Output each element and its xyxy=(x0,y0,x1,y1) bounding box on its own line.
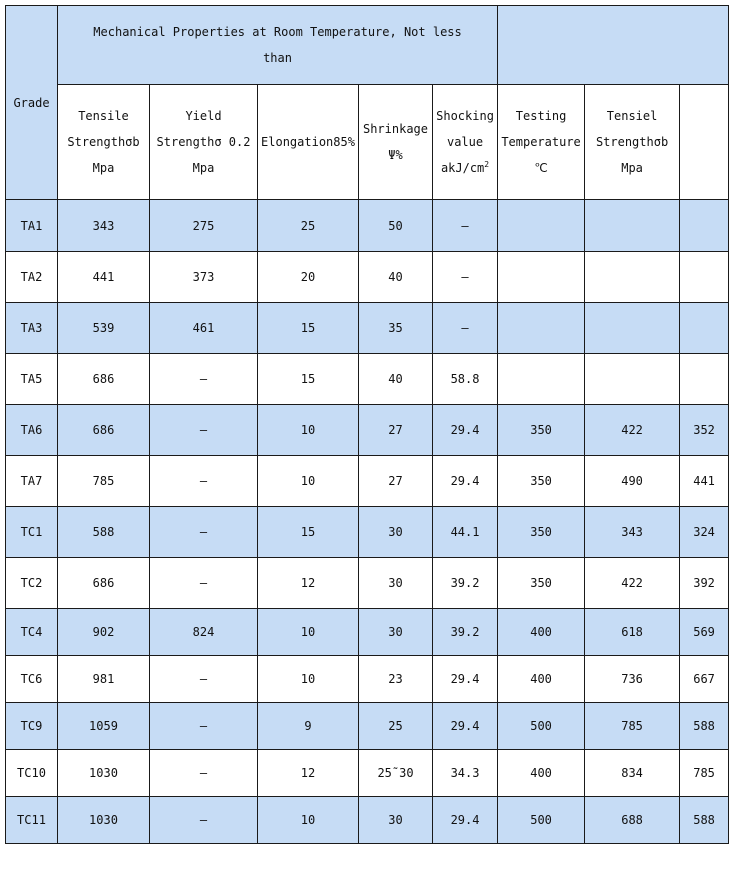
temperature-cell: 350 xyxy=(498,558,585,609)
temperature-cell xyxy=(498,200,585,252)
table-row xyxy=(6,456,729,507)
page xyxy=(5,5,729,844)
shrinkage-header xyxy=(359,85,433,200)
grade-cell: TC6 xyxy=(6,656,58,703)
shrinkage-cell: 35 xyxy=(359,303,433,354)
shock-cell: 29.4 xyxy=(433,656,498,703)
tensile-strength-header xyxy=(58,85,150,200)
tensile-cell: 1059 xyxy=(58,703,150,750)
tensile-strength-hot-header xyxy=(585,85,680,200)
shrinkage-cell: 27 xyxy=(359,456,433,507)
header-line: Ψ% xyxy=(388,148,403,162)
tensile-cell: 588 xyxy=(58,507,150,558)
tensile-hot-cell: 834 xyxy=(585,750,680,797)
shock-cell: 29.4 xyxy=(433,703,498,750)
header-line xyxy=(434,155,496,181)
yield-cell: – xyxy=(150,750,258,797)
header-line: Shocking xyxy=(436,109,494,123)
tensile-hot-cell: 618 xyxy=(585,609,680,656)
temperature-cell: 500 xyxy=(498,703,585,750)
shock-cell: 34.3 xyxy=(433,750,498,797)
elongation-cell: 25 xyxy=(258,200,359,252)
extra-cell: 569 xyxy=(680,609,729,656)
yield-strength-header xyxy=(150,85,258,200)
extra-cell xyxy=(680,252,729,303)
extra-cell: 588 xyxy=(680,703,729,750)
header-line: Strengthσb xyxy=(67,135,140,149)
shock-cell: 58.8 xyxy=(433,354,498,405)
shock-cell: – xyxy=(433,252,498,303)
tensile-hot-cell xyxy=(585,200,680,252)
shock-cell: 29.4 xyxy=(433,797,498,844)
header-line: Elongation85% xyxy=(261,135,355,149)
grade-cell: TA2 xyxy=(6,252,58,303)
grade-cell: TC9 xyxy=(6,703,58,750)
tensile-hot-cell xyxy=(585,354,680,405)
header-row-columns xyxy=(6,85,729,200)
mechanical-properties-table xyxy=(5,5,729,844)
table-row xyxy=(6,750,729,797)
shock-cell: 44.1 xyxy=(433,507,498,558)
temperature-cell xyxy=(498,303,585,354)
tensile-cell: 785 xyxy=(58,456,150,507)
temperature-cell: 350 xyxy=(498,507,585,558)
elongation-cell: 15 xyxy=(258,507,359,558)
table-row xyxy=(6,507,729,558)
tensile-cell: 686 xyxy=(58,354,150,405)
header-line: value xyxy=(446,135,484,149)
tensile-cell: 343 xyxy=(58,200,150,252)
elongation-cell: 10 xyxy=(258,797,359,844)
yield-cell: 461 xyxy=(150,303,258,354)
shrinkage-cell: 23 xyxy=(359,656,433,703)
temperature-cell: 400 xyxy=(498,656,585,703)
grade-cell: TC1 xyxy=(6,507,58,558)
tensile-cell: 981 xyxy=(58,656,150,703)
tensile-hot-cell xyxy=(585,303,680,354)
yield-cell: 275 xyxy=(150,200,258,252)
table-row xyxy=(6,703,729,750)
header-line: Strengthσb xyxy=(595,135,669,149)
extra-cell: 588 xyxy=(680,797,729,844)
table-row xyxy=(6,797,729,844)
extra-cell: 667 xyxy=(680,656,729,703)
tensile-cell: 539 xyxy=(58,303,150,354)
shock-cell: – xyxy=(433,303,498,354)
elongation-cell: 15 xyxy=(258,354,359,405)
yield-cell: 373 xyxy=(150,252,258,303)
elongation-cell: 12 xyxy=(258,750,359,797)
temperature-cell: 400 xyxy=(498,609,585,656)
yield-cell: – xyxy=(150,405,258,456)
grade-cell: TA7 xyxy=(6,456,58,507)
header-row-top xyxy=(6,6,729,85)
table-row xyxy=(6,252,729,303)
tensile-hot-cell: 343 xyxy=(585,507,680,558)
shock-cell: 39.2 xyxy=(433,558,498,609)
shrinkage-cell: 40 xyxy=(359,252,433,303)
yield-cell: – xyxy=(150,507,258,558)
header-line: ℃ xyxy=(534,161,548,175)
header-line: Mpa xyxy=(92,161,115,175)
shrinkage-cell: 30 xyxy=(359,507,433,558)
table-row xyxy=(6,558,729,609)
header-line: Yield xyxy=(185,109,222,123)
tensile-hot-cell: 422 xyxy=(585,558,680,609)
tensile-cell: 1030 xyxy=(58,797,150,844)
header-line: Testing xyxy=(515,109,567,123)
yield-cell: – xyxy=(150,456,258,507)
temperature-cell: 500 xyxy=(498,797,585,844)
tensile-cell: 686 xyxy=(58,405,150,456)
extra-cell xyxy=(680,200,729,252)
elongation-cell: 20 xyxy=(258,252,359,303)
table-row xyxy=(6,200,729,252)
grade-cell: TC4 xyxy=(6,609,58,656)
elongation-cell: 10 xyxy=(258,609,359,656)
grade-cell: TA6 xyxy=(6,405,58,456)
grade-cell: TA1 xyxy=(6,200,58,252)
extra-column-header xyxy=(680,85,729,200)
table-header xyxy=(6,6,729,200)
shock-cell: – xyxy=(433,200,498,252)
shrinkage-cell: 27 xyxy=(359,405,433,456)
tensile-hot-cell: 490 xyxy=(585,456,680,507)
tensile-cell: 902 xyxy=(58,609,150,656)
elongation-cell: 10 xyxy=(258,405,359,456)
table-row xyxy=(6,609,729,656)
header-line: Tensiel xyxy=(606,109,658,123)
extra-cell: 441 xyxy=(680,456,729,507)
shock-cell: 29.4 xyxy=(433,456,498,507)
shrinkage-cell: 25˜30 xyxy=(359,750,433,797)
shrinkage-cell: 30 xyxy=(359,797,433,844)
grade-cell: TC2 xyxy=(6,558,58,609)
table-row xyxy=(6,354,729,405)
temperature-cell: 350 xyxy=(498,405,585,456)
grade-cell: TA5 xyxy=(6,354,58,405)
table-row xyxy=(6,303,729,354)
tensile-hot-cell: 785 xyxy=(585,703,680,750)
extra-cell xyxy=(680,303,729,354)
extra-cell: 352 xyxy=(680,405,729,456)
header-line: Tensile xyxy=(78,109,129,123)
table-row xyxy=(6,405,729,456)
tensile-hot-cell: 688 xyxy=(585,797,680,844)
table-row xyxy=(6,656,729,703)
tensile-hot-cell: 736 xyxy=(585,656,680,703)
tensile-cell: 1030 xyxy=(58,750,150,797)
elongation-cell: 9 xyxy=(258,703,359,750)
temperature-cell xyxy=(498,252,585,303)
elongation-header xyxy=(258,85,359,200)
temperature-cell: 400 xyxy=(498,750,585,797)
elongation-cell: 10 xyxy=(258,656,359,703)
extra-cell: 392 xyxy=(680,558,729,609)
testing-temperature-header xyxy=(498,85,585,200)
yield-cell: – xyxy=(150,703,258,750)
tensile-hot-cell xyxy=(585,252,680,303)
yield-cell: – xyxy=(150,656,258,703)
shock-cell: 29.4 xyxy=(433,405,498,456)
grade-cell: TA3 xyxy=(6,303,58,354)
temperature-cell: 350 xyxy=(498,456,585,507)
shrinkage-cell: 30 xyxy=(359,609,433,656)
grade-cell: TC11 xyxy=(6,797,58,844)
elongation-cell: 15 xyxy=(258,303,359,354)
high-temperature-group-header xyxy=(498,6,729,85)
grade-cell: TC10 xyxy=(6,750,58,797)
yield-cell: – xyxy=(150,354,258,405)
yield-cell: 824 xyxy=(150,609,258,656)
shrinkage-cell: 40 xyxy=(359,354,433,405)
group-title-line1: Mechanical Properties at Room Temperature, Not less xyxy=(93,25,462,39)
elongation-cell: 12 xyxy=(258,558,359,609)
extra-cell: 324 xyxy=(680,507,729,558)
extra-cell xyxy=(680,354,729,405)
temperature-cell xyxy=(498,354,585,405)
tensile-cell: 686 xyxy=(58,558,150,609)
header-line: Mpa xyxy=(192,161,215,175)
header-line: Temperature xyxy=(501,135,581,149)
group-title-line2: than xyxy=(263,51,292,65)
extra-cell: 785 xyxy=(680,750,729,797)
tensile-cell: 441 xyxy=(58,252,150,303)
yield-cell: – xyxy=(150,558,258,609)
shocking-value-header xyxy=(433,85,498,200)
yield-cell: – xyxy=(150,797,258,844)
elongation-cell: 10 xyxy=(258,456,359,507)
shrinkage-cell: 30 xyxy=(359,558,433,609)
header-line-text: akJ/cm xyxy=(440,161,485,175)
superscript: 2 xyxy=(484,160,490,169)
header-line: Mpa xyxy=(621,161,643,175)
header-line: Shrinkage xyxy=(362,122,429,136)
shrinkage-cell: 25 xyxy=(359,703,433,750)
grade-header: Grade xyxy=(6,6,58,200)
room-temperature-group-header xyxy=(58,6,498,85)
shrinkage-cell: 50 xyxy=(359,200,433,252)
shock-cell: 39.2 xyxy=(433,609,498,656)
tensile-hot-cell: 422 xyxy=(585,405,680,456)
table-body xyxy=(6,200,729,844)
header-line: Strengthσ 0.2 xyxy=(156,135,251,149)
